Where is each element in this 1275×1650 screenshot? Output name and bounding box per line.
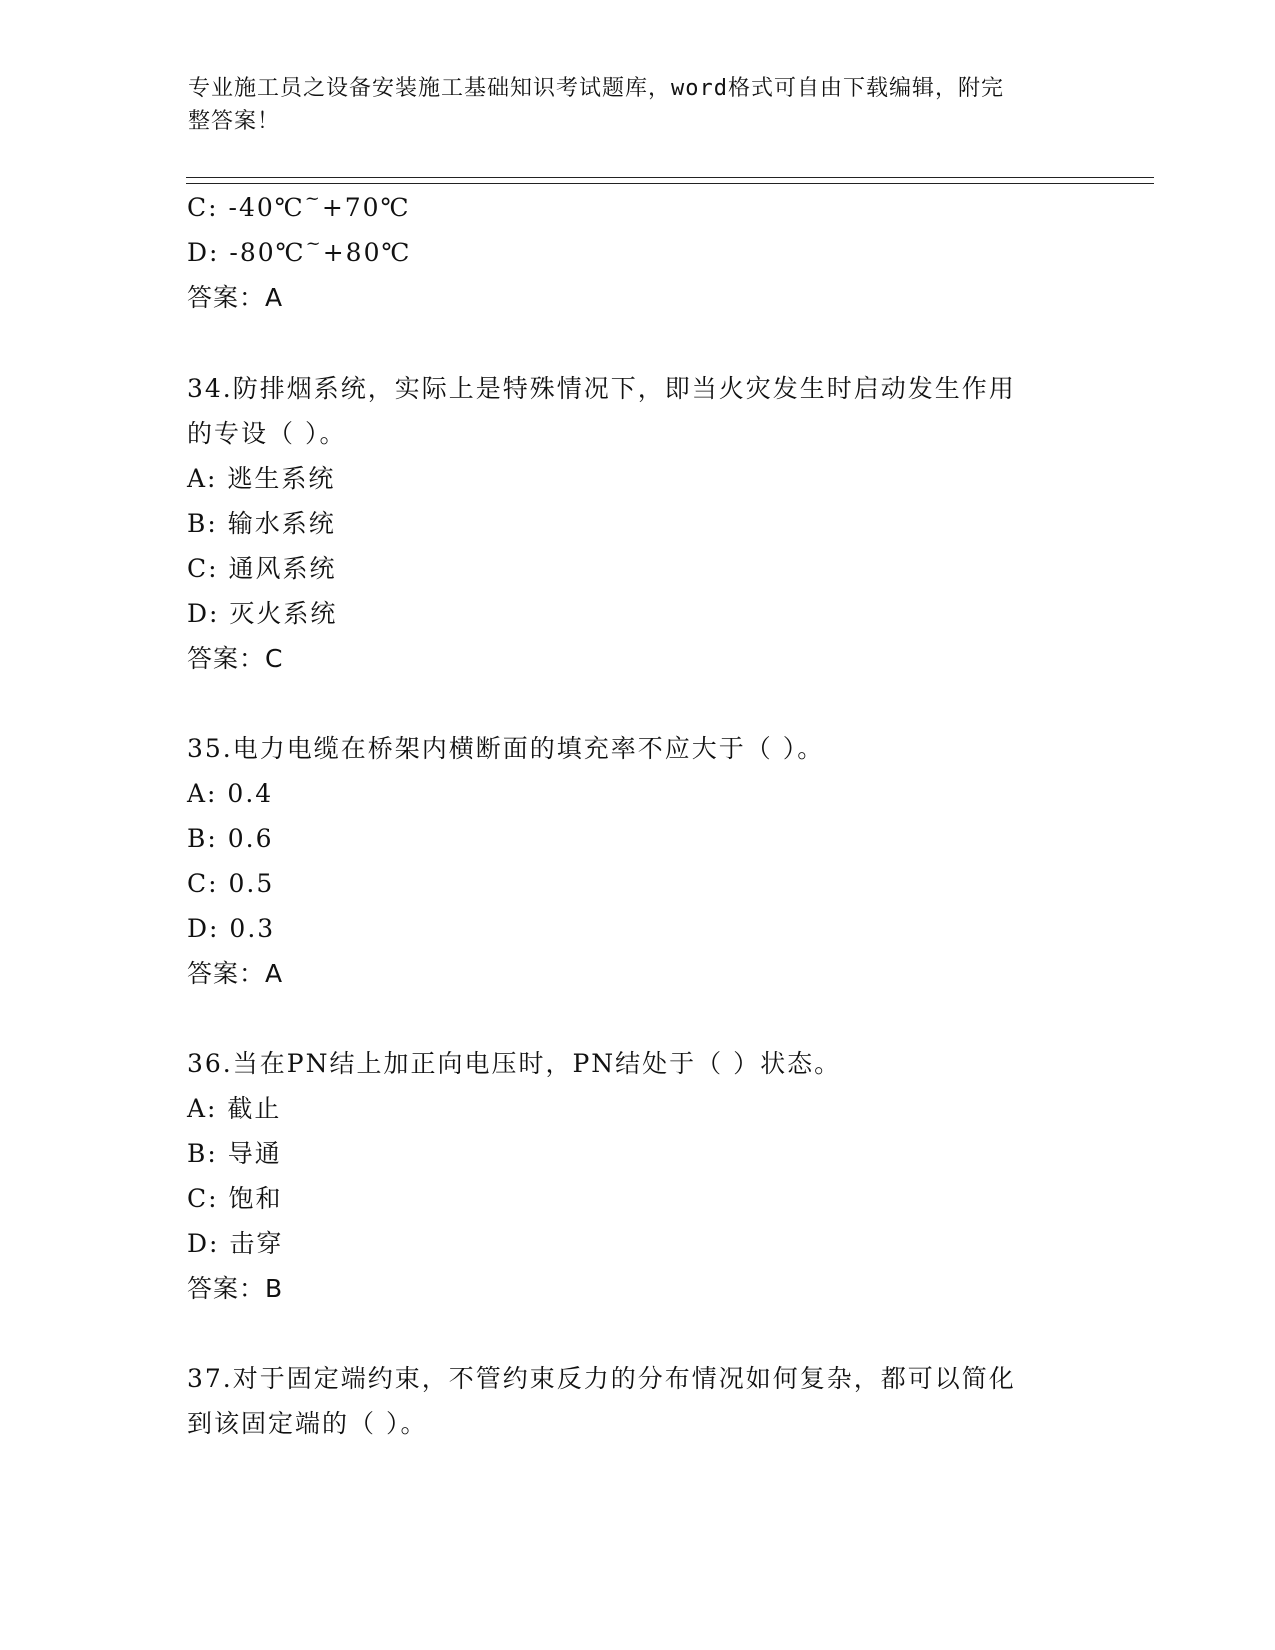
header-line-2: 整答案！ bbox=[188, 109, 281, 134]
question-36-option-d: D: 击穿 bbox=[187, 1229, 284, 1258]
question-37-line-1: 37.对于固定端约束，不管约束反力的分布情况如何复杂，都可以简化 bbox=[187, 1364, 1016, 1393]
question-36: 36.当在PN结上加正向电压时，PN结处于（ ）状态。 bbox=[187, 1049, 842, 1078]
option-text: C: -40℃ bbox=[187, 193, 305, 222]
tilde-mark: ~ bbox=[305, 233, 323, 254]
question-36-option-a: A: 截止 bbox=[187, 1094, 282, 1123]
prev-option-c bbox=[187, 188, 411, 227]
question-35-option-c: C: 0.5 bbox=[187, 869, 275, 898]
question-35-option-d: D: 0.3 bbox=[187, 914, 276, 943]
question-35: 35.电力电缆在桥架内横断面的填充率不应大于（ ）。 bbox=[187, 734, 825, 763]
question-34-option-c: C: 通风系统 bbox=[187, 554, 337, 583]
question-35-option-a: A: 0.4 bbox=[187, 779, 274, 808]
question-36-answer: 答案：B bbox=[187, 1274, 284, 1303]
header-line-1: 专业施工员之设备安装施工基础知识考试题库，word格式可自由下载编辑，附完 bbox=[188, 76, 1004, 101]
question-36-option-b: B: 导通 bbox=[187, 1139, 282, 1168]
question-34-answer: 答案：C bbox=[187, 644, 284, 673]
document-header bbox=[188, 72, 1068, 138]
question-34-option-d: D: 灭火系统 bbox=[187, 599, 338, 628]
question-37-line-2: 到该固定端的（ ）。 bbox=[187, 1409, 428, 1438]
question-35-option-b: B: 0.6 bbox=[187, 824, 274, 853]
tilde-mark: ~ bbox=[304, 188, 322, 209]
question-34-line-1: 34.防排烟系统，实际上是特殊情况下，即当火灾发生时启动发生作用 bbox=[187, 374, 1016, 403]
question-34-line-2: 的专设（ ）。 bbox=[187, 419, 347, 448]
question-35-answer: 答案：A bbox=[187, 959, 284, 988]
prev-answer: 答案：A bbox=[187, 283, 284, 312]
header-divider-bottom bbox=[186, 183, 1154, 184]
option-text: D: -80℃ bbox=[187, 238, 306, 267]
question-34-option-a: A: 逃生系统 bbox=[187, 464, 336, 493]
option-text-end: +80℃ bbox=[322, 238, 412, 267]
prev-option-d bbox=[187, 233, 412, 272]
header-divider-top bbox=[186, 177, 1154, 178]
option-text-end: +70℃ bbox=[321, 193, 411, 222]
question-34-option-b: B: 输水系统 bbox=[187, 509, 336, 538]
question-36-option-c: C: 饱和 bbox=[187, 1184, 283, 1213]
